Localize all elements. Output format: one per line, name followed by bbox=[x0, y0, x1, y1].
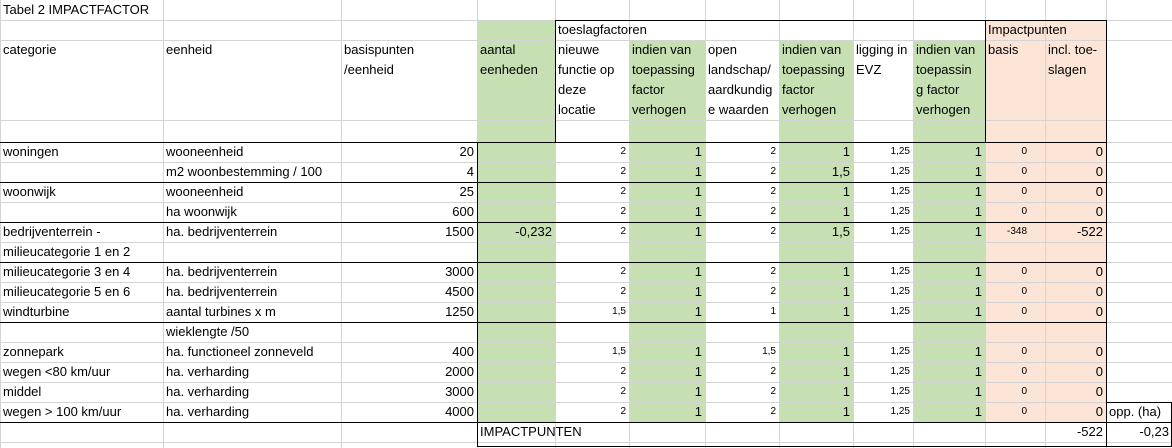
cell-f3[interactable]: 1,25 bbox=[890, 266, 910, 277]
border bbox=[477, 142, 478, 446]
cell-incl[interactable]: 0 bbox=[1095, 344, 1103, 359]
grid-row-line bbox=[0, 120, 1172, 121]
cell-basispunten[interactable]: 400 bbox=[452, 344, 474, 359]
cell-basispunten[interactable]: 3000 bbox=[445, 264, 474, 279]
cell-categorie-line: middel bbox=[3, 384, 42, 399]
cell-f1[interactable]: 1,5 bbox=[612, 306, 626, 317]
cell-eenheid-line: ha. bedrijventerrein bbox=[166, 284, 278, 299]
border bbox=[0, 262, 1106, 263]
cell-i2[interactable]: 1 bbox=[842, 344, 850, 359]
cell-categorie[interactable] bbox=[0, 162, 163, 182]
cell-eenheid[interactable] bbox=[163, 142, 341, 162]
cell-categorie-line: wegen <80 km/uur bbox=[3, 364, 111, 379]
column-header-open-landschap-line: e waarden bbox=[708, 102, 769, 117]
table-title: Tabel 2 IMPACTFACTOR bbox=[3, 2, 150, 17]
cell-categorie-line: bedrijventerrein - bbox=[3, 224, 101, 239]
cell-i3[interactable]: 1 bbox=[974, 404, 982, 419]
cell-i2[interactable]: 1 bbox=[842, 144, 850, 159]
column-header-nieuwe-functie[interactable] bbox=[555, 40, 629, 120]
column-header-ligging[interactable] bbox=[853, 40, 913, 120]
cell-f1[interactable]: 2 bbox=[620, 166, 626, 177]
column-header-indien1-line: indien van bbox=[632, 42, 692, 57]
cell-eenheid-line: ha. verharding bbox=[166, 384, 250, 399]
cell-f2[interactable]: 2 bbox=[770, 266, 776, 277]
cell-i2[interactable]: 1 bbox=[842, 204, 850, 219]
column-header-incl-line: incl. toe- bbox=[1048, 42, 1098, 57]
cell-incl[interactable]: -522 bbox=[1076, 224, 1103, 239]
cell-eenheid-line: wieklengte /50 bbox=[166, 324, 250, 339]
cell-categorie[interactable] bbox=[0, 282, 163, 302]
cell-basispunten[interactable]: 600 bbox=[452, 204, 474, 219]
cell-categorie[interactable] bbox=[0, 342, 163, 362]
cell-incl[interactable]: 0 bbox=[1095, 384, 1103, 399]
column-header-open-landschap-line: open bbox=[708, 42, 737, 57]
cell-basispunten[interactable]: 4000 bbox=[445, 404, 474, 419]
cell-f3[interactable]: 1,25 bbox=[890, 166, 910, 177]
cell-i3[interactable]: 1 bbox=[974, 164, 982, 179]
cell-categorie[interactable] bbox=[0, 402, 163, 422]
cell-basis[interactable]: 0 bbox=[1021, 306, 1027, 317]
cell-f3[interactable]: 1,25 bbox=[890, 386, 910, 397]
cell-f1[interactable]: 2 bbox=[620, 226, 626, 237]
cell-basis[interactable]: 0 bbox=[1021, 166, 1027, 177]
column-header-nieuwe-functie-line: deze bbox=[558, 82, 587, 97]
cell-incl[interactable]: 0 bbox=[1095, 164, 1103, 179]
cell-basis[interactable]: 0 bbox=[1021, 406, 1027, 417]
cell-i1[interactable]: 1 bbox=[694, 364, 702, 379]
cell-i1[interactable]: 1 bbox=[694, 164, 702, 179]
cell-basispunten[interactable]: 2000 bbox=[445, 364, 474, 379]
column-header-nieuwe-functie-line: functie op bbox=[558, 62, 615, 77]
cell-i2[interactable]: 1 bbox=[842, 184, 850, 199]
cell-categorie-line: woonwijk bbox=[3, 184, 56, 199]
cell-basispunten[interactable]: 3000 bbox=[445, 384, 474, 399]
cell-aantal[interactable] bbox=[477, 142, 555, 162]
cell-eenheid[interactable] bbox=[163, 202, 341, 222]
cell-incl[interactable]: 0 bbox=[1095, 144, 1103, 159]
cell-eenheid-line: ha. verharding bbox=[166, 404, 250, 419]
cell-incl[interactable]: 0 bbox=[1095, 304, 1103, 319]
border bbox=[0, 222, 1106, 223]
cell-eenheid-line: ha. functioneel zonneveld bbox=[166, 344, 314, 359]
cell-i1[interactable]: 1 bbox=[694, 224, 702, 239]
cell-f1[interactable]: 2 bbox=[620, 286, 626, 297]
column-header-indien3-line: verhogen bbox=[916, 102, 971, 117]
cell-eenheid-line: ha. bedrijventerrein bbox=[166, 224, 278, 239]
cell-categorie[interactable] bbox=[0, 382, 163, 402]
cell-f3[interactable]: 1,25 bbox=[890, 286, 910, 297]
cell-aantal[interactable] bbox=[477, 342, 555, 362]
opp-ha-label[interactable]: opp. (ha) bbox=[1109, 404, 1162, 419]
cell-i3[interactable]: 1 bbox=[974, 364, 982, 379]
cell-categorie-line: woningen bbox=[3, 144, 59, 159]
cell-f2[interactable]: 2 bbox=[770, 386, 776, 397]
cell-f2[interactable]: 2 bbox=[770, 166, 776, 177]
cell-f2[interactable]: 2 bbox=[770, 406, 776, 417]
cell-i2[interactable]: 1 bbox=[842, 404, 850, 419]
cell-incl[interactable]: 0 bbox=[1095, 264, 1103, 279]
column-header-categorie-line: categorie bbox=[3, 42, 57, 57]
cell-f1[interactable]: 2 bbox=[620, 386, 626, 397]
cell-basispunten[interactable]: 20 bbox=[459, 144, 474, 159]
cell-i1[interactable]: 1 bbox=[694, 184, 702, 199]
cell-f2[interactable]: 2 bbox=[770, 366, 776, 377]
column-header-indien2[interactable] bbox=[779, 40, 853, 120]
cell-f2[interactable]: 2 bbox=[770, 206, 776, 217]
cell-i3[interactable]: 1 bbox=[974, 304, 982, 319]
column-header-indien2-line: factor bbox=[782, 82, 815, 97]
cell-aantal[interactable] bbox=[477, 382, 555, 402]
column-header-basis-line: basis bbox=[988, 42, 1019, 57]
cell-i1[interactable]: 1 bbox=[694, 384, 702, 399]
cell-i3[interactable]: 1 bbox=[974, 204, 982, 219]
cell-f3[interactable]: 1,25 bbox=[890, 146, 910, 157]
cell-aantal[interactable] bbox=[477, 402, 555, 422]
cell-basis[interactable]: 0 bbox=[1021, 286, 1027, 297]
cell-f3[interactable]: 1,25 bbox=[890, 226, 910, 237]
cell-f1[interactable]: 2 bbox=[620, 406, 626, 417]
cell-i3[interactable]: 1 bbox=[974, 264, 982, 279]
column-header-nieuwe-functie-line: nieuwe bbox=[558, 42, 600, 57]
cell-aantal[interactable]: -0,232 bbox=[515, 224, 552, 239]
border bbox=[1106, 20, 1107, 446]
cell-categorie[interactable] bbox=[0, 182, 163, 202]
cell-eenheid[interactable] bbox=[163, 262, 341, 282]
impactpunten-total-value[interactable]: -522 bbox=[1076, 424, 1103, 439]
cell-i2[interactable]: 1,5 bbox=[831, 164, 850, 179]
cell-eenheid-line: m2 woonbestemming / 100 bbox=[166, 164, 323, 179]
cell-eenheid[interactable] bbox=[163, 282, 341, 302]
cell-incl[interactable]: 0 bbox=[1095, 284, 1103, 299]
cell-categorie-line: zonnepark bbox=[3, 344, 64, 359]
cell-basis[interactable]: 0 bbox=[1021, 186, 1027, 197]
cell-f1[interactable]: 2 bbox=[620, 146, 626, 157]
cell-i2[interactable]: 1 bbox=[842, 264, 850, 279]
column-header-indien3-line: toepassin bbox=[916, 62, 972, 77]
cell-f2[interactable]: 2 bbox=[770, 146, 776, 157]
cell-eenheid[interactable] bbox=[163, 382, 341, 402]
cell-f2[interactable]: 2 bbox=[770, 286, 776, 297]
cell-categorie[interactable] bbox=[0, 142, 163, 162]
cell-basis[interactable]: 0 bbox=[1021, 366, 1027, 377]
column-header-incl-line: slagen bbox=[1048, 62, 1087, 77]
border bbox=[1106, 402, 1172, 403]
cell-i1[interactable]: 1 bbox=[694, 264, 702, 279]
cell-f2[interactable]: 2 bbox=[770, 186, 776, 197]
cell-basis[interactable]: 0 bbox=[1021, 386, 1027, 397]
column-header-basispunten[interactable] bbox=[341, 40, 477, 120]
column-header-indien1[interactable] bbox=[629, 40, 705, 120]
cell-f1[interactable]: 2 bbox=[620, 266, 626, 277]
cell-i1[interactable]: 1 bbox=[694, 404, 702, 419]
column-header-aantal[interactable] bbox=[477, 40, 555, 120]
column-header-indien1-line: verhogen bbox=[632, 102, 687, 117]
cell-f2[interactable]: 1,5 bbox=[762, 346, 776, 357]
cell-i3[interactable]: 1 bbox=[974, 224, 982, 239]
border bbox=[555, 20, 556, 142]
cell-eenheid[interactable] bbox=[163, 222, 341, 262]
column-header-aantal-line: aantal bbox=[480, 42, 516, 57]
border bbox=[0, 322, 1106, 323]
cell-eenheid-line: wooneenheid bbox=[166, 144, 244, 159]
cell-f3[interactable]: 1,25 bbox=[890, 346, 910, 357]
border bbox=[985, 20, 986, 142]
column-header-indien2-line: toepassing bbox=[782, 62, 845, 77]
cell-aantal[interactable] bbox=[477, 202, 555, 222]
cell-f2[interactable]: 1 bbox=[770, 306, 776, 317]
border bbox=[0, 182, 1106, 183]
cell-eenheid[interactable] bbox=[163, 342, 341, 362]
cell-categorie-line: milieucategorie 5 en 6 bbox=[3, 284, 131, 299]
cell-categorie-line: windturbine bbox=[3, 304, 70, 319]
cell-basis[interactable]: -348 bbox=[1006, 226, 1027, 237]
column-header-indien3[interactable] bbox=[913, 40, 985, 120]
column-header-basispunten-line: /eenheid bbox=[344, 62, 394, 77]
column-header-indien1-line: factor bbox=[632, 82, 665, 97]
cell-f3[interactable]: 1,25 bbox=[890, 186, 910, 197]
cell-basis[interactable]: 0 bbox=[1021, 346, 1027, 357]
cell-categorie[interactable] bbox=[0, 222, 163, 262]
cell-aantal[interactable] bbox=[477, 162, 555, 182]
cell-i1[interactable]: 1 bbox=[694, 204, 702, 219]
column-header-basis[interactable] bbox=[985, 40, 1045, 120]
cell-incl[interactable]: 0 bbox=[1095, 364, 1103, 379]
column-header-categorie[interactable] bbox=[0, 40, 163, 120]
cell-i1[interactable]: 1 bbox=[694, 144, 702, 159]
cell-categorie-line: wegen > 100 km/uur bbox=[3, 404, 122, 419]
cell-f1[interactable]: 2 bbox=[620, 186, 626, 197]
cell-i3[interactable]: 1 bbox=[974, 344, 982, 359]
cell-incl[interactable]: 0 bbox=[1095, 184, 1103, 199]
cell-i3[interactable]: 1 bbox=[974, 184, 982, 199]
cell-categorie[interactable] bbox=[0, 362, 163, 382]
toeslagfactoren-header: toeslagfactoren bbox=[558, 22, 647, 37]
cell-categorie[interactable] bbox=[0, 202, 163, 222]
cell-eenheid-line: ha. bedrijventerrein bbox=[166, 264, 278, 279]
cell-f3[interactable]: 1,25 bbox=[890, 366, 910, 377]
column-header-indien2-line: verhogen bbox=[782, 102, 837, 117]
cell-i3[interactable]: 1 bbox=[974, 284, 982, 299]
cell-basispunten[interactable]: 1500 bbox=[445, 224, 474, 239]
opp-total-value[interactable]: -0,23 bbox=[1139, 424, 1169, 439]
border bbox=[477, 446, 1172, 447]
cell-f3[interactable]: 1,25 bbox=[890, 206, 910, 217]
cell-i3[interactable]: 1 bbox=[974, 384, 982, 399]
cell-i1[interactable]: 1 bbox=[694, 304, 702, 319]
cell-incl[interactable]: 0 bbox=[1095, 404, 1103, 419]
cell-categorie-line: milieucategorie 1 en 2 bbox=[3, 244, 131, 259]
column-header-open-landschap-line: landschap/ bbox=[708, 62, 771, 77]
column-header-indien3-line: indien van bbox=[916, 42, 976, 57]
cell-i1[interactable]: 1 bbox=[694, 344, 702, 359]
cell-categorie-line: milieucategorie 3 en 4 bbox=[3, 264, 131, 279]
cell-basis[interactable]: 0 bbox=[1021, 146, 1027, 157]
cell-basispunten[interactable]: 1250 bbox=[445, 304, 474, 319]
cell-incl[interactable]: 0 bbox=[1095, 204, 1103, 219]
column-header-incl[interactable] bbox=[1045, 40, 1106, 120]
column-header-indien3-line: g factor bbox=[916, 82, 960, 97]
cell-eenheid[interactable] bbox=[163, 402, 341, 422]
cell-i2[interactable]: 1,5 bbox=[831, 224, 850, 239]
cell-basispunten[interactable]: 4500 bbox=[445, 284, 474, 299]
column-header-open-landschap-line: aardkundig bbox=[708, 82, 773, 97]
cell-eenheid[interactable] bbox=[163, 182, 341, 202]
impactpunten-total-label: IMPACTPUNTEN bbox=[480, 424, 582, 439]
impactpunten-header: Impactpunten bbox=[988, 22, 1067, 37]
column-header-nieuwe-functie-line: locatie bbox=[558, 102, 596, 117]
cell-i1[interactable]: 1 bbox=[694, 284, 702, 299]
cell-aantal[interactable] bbox=[477, 362, 555, 382]
cell-i2[interactable]: 1 bbox=[842, 284, 850, 299]
column-header-ligging-line: ligging in bbox=[856, 42, 908, 57]
cell-aantal[interactable] bbox=[477, 262, 555, 282]
column-header-indien2-line: indien van bbox=[782, 42, 842, 57]
column-header-eenheid-line: eenheid bbox=[166, 42, 213, 57]
cell-eenheid-line: ha. verharding bbox=[166, 364, 250, 379]
cell-eenheid[interactable] bbox=[163, 162, 341, 182]
cell-eenheid[interactable] bbox=[163, 362, 341, 382]
cell-categorie[interactable] bbox=[0, 262, 163, 282]
cell-basispunten[interactable]: 4 bbox=[466, 164, 474, 179]
cell-f3[interactable]: 1,25 bbox=[890, 406, 910, 417]
cell-eenheid-line: ha woonwijk bbox=[166, 204, 237, 219]
column-header-aantal-line: eenheden bbox=[480, 62, 538, 77]
cell-aantal[interactable] bbox=[477, 182, 555, 202]
cell-eenheid-line: aantal turbines x m bbox=[166, 304, 276, 319]
cell-eenheid-line: wooneenheid bbox=[166, 184, 244, 199]
column-header-open-landschap[interactable] bbox=[705, 40, 779, 120]
cell-f3[interactable]: 1,25 bbox=[890, 306, 910, 317]
column-header-ligging-line: EVZ bbox=[856, 62, 882, 77]
cell-basis[interactable]: 0 bbox=[1021, 206, 1027, 217]
cell-i2[interactable]: 1 bbox=[842, 384, 850, 399]
border bbox=[0, 142, 1106, 143]
cell-basis[interactable]: 0 bbox=[1021, 266, 1027, 277]
border bbox=[0, 422, 1172, 423]
cell-f1[interactable]: 1,5 bbox=[612, 346, 626, 357]
cell-f2[interactable]: 2 bbox=[770, 226, 776, 237]
column-header-eenheid[interactable] bbox=[163, 40, 341, 120]
cell-f1[interactable]: 2 bbox=[620, 206, 626, 217]
cell-aantal[interactable] bbox=[477, 282, 555, 302]
cell-i2[interactable]: 1 bbox=[842, 304, 850, 319]
cell-i3[interactable]: 1 bbox=[974, 144, 982, 159]
cell-i2[interactable]: 1 bbox=[842, 364, 850, 379]
cell-f1[interactable]: 2 bbox=[620, 366, 626, 377]
border bbox=[555, 20, 1106, 21]
column-header-indien1-line: toepassing bbox=[632, 62, 695, 77]
cell-basispunten[interactable]: 25 bbox=[459, 184, 474, 199]
column-header-basispunten-line: basispunten bbox=[344, 42, 415, 57]
